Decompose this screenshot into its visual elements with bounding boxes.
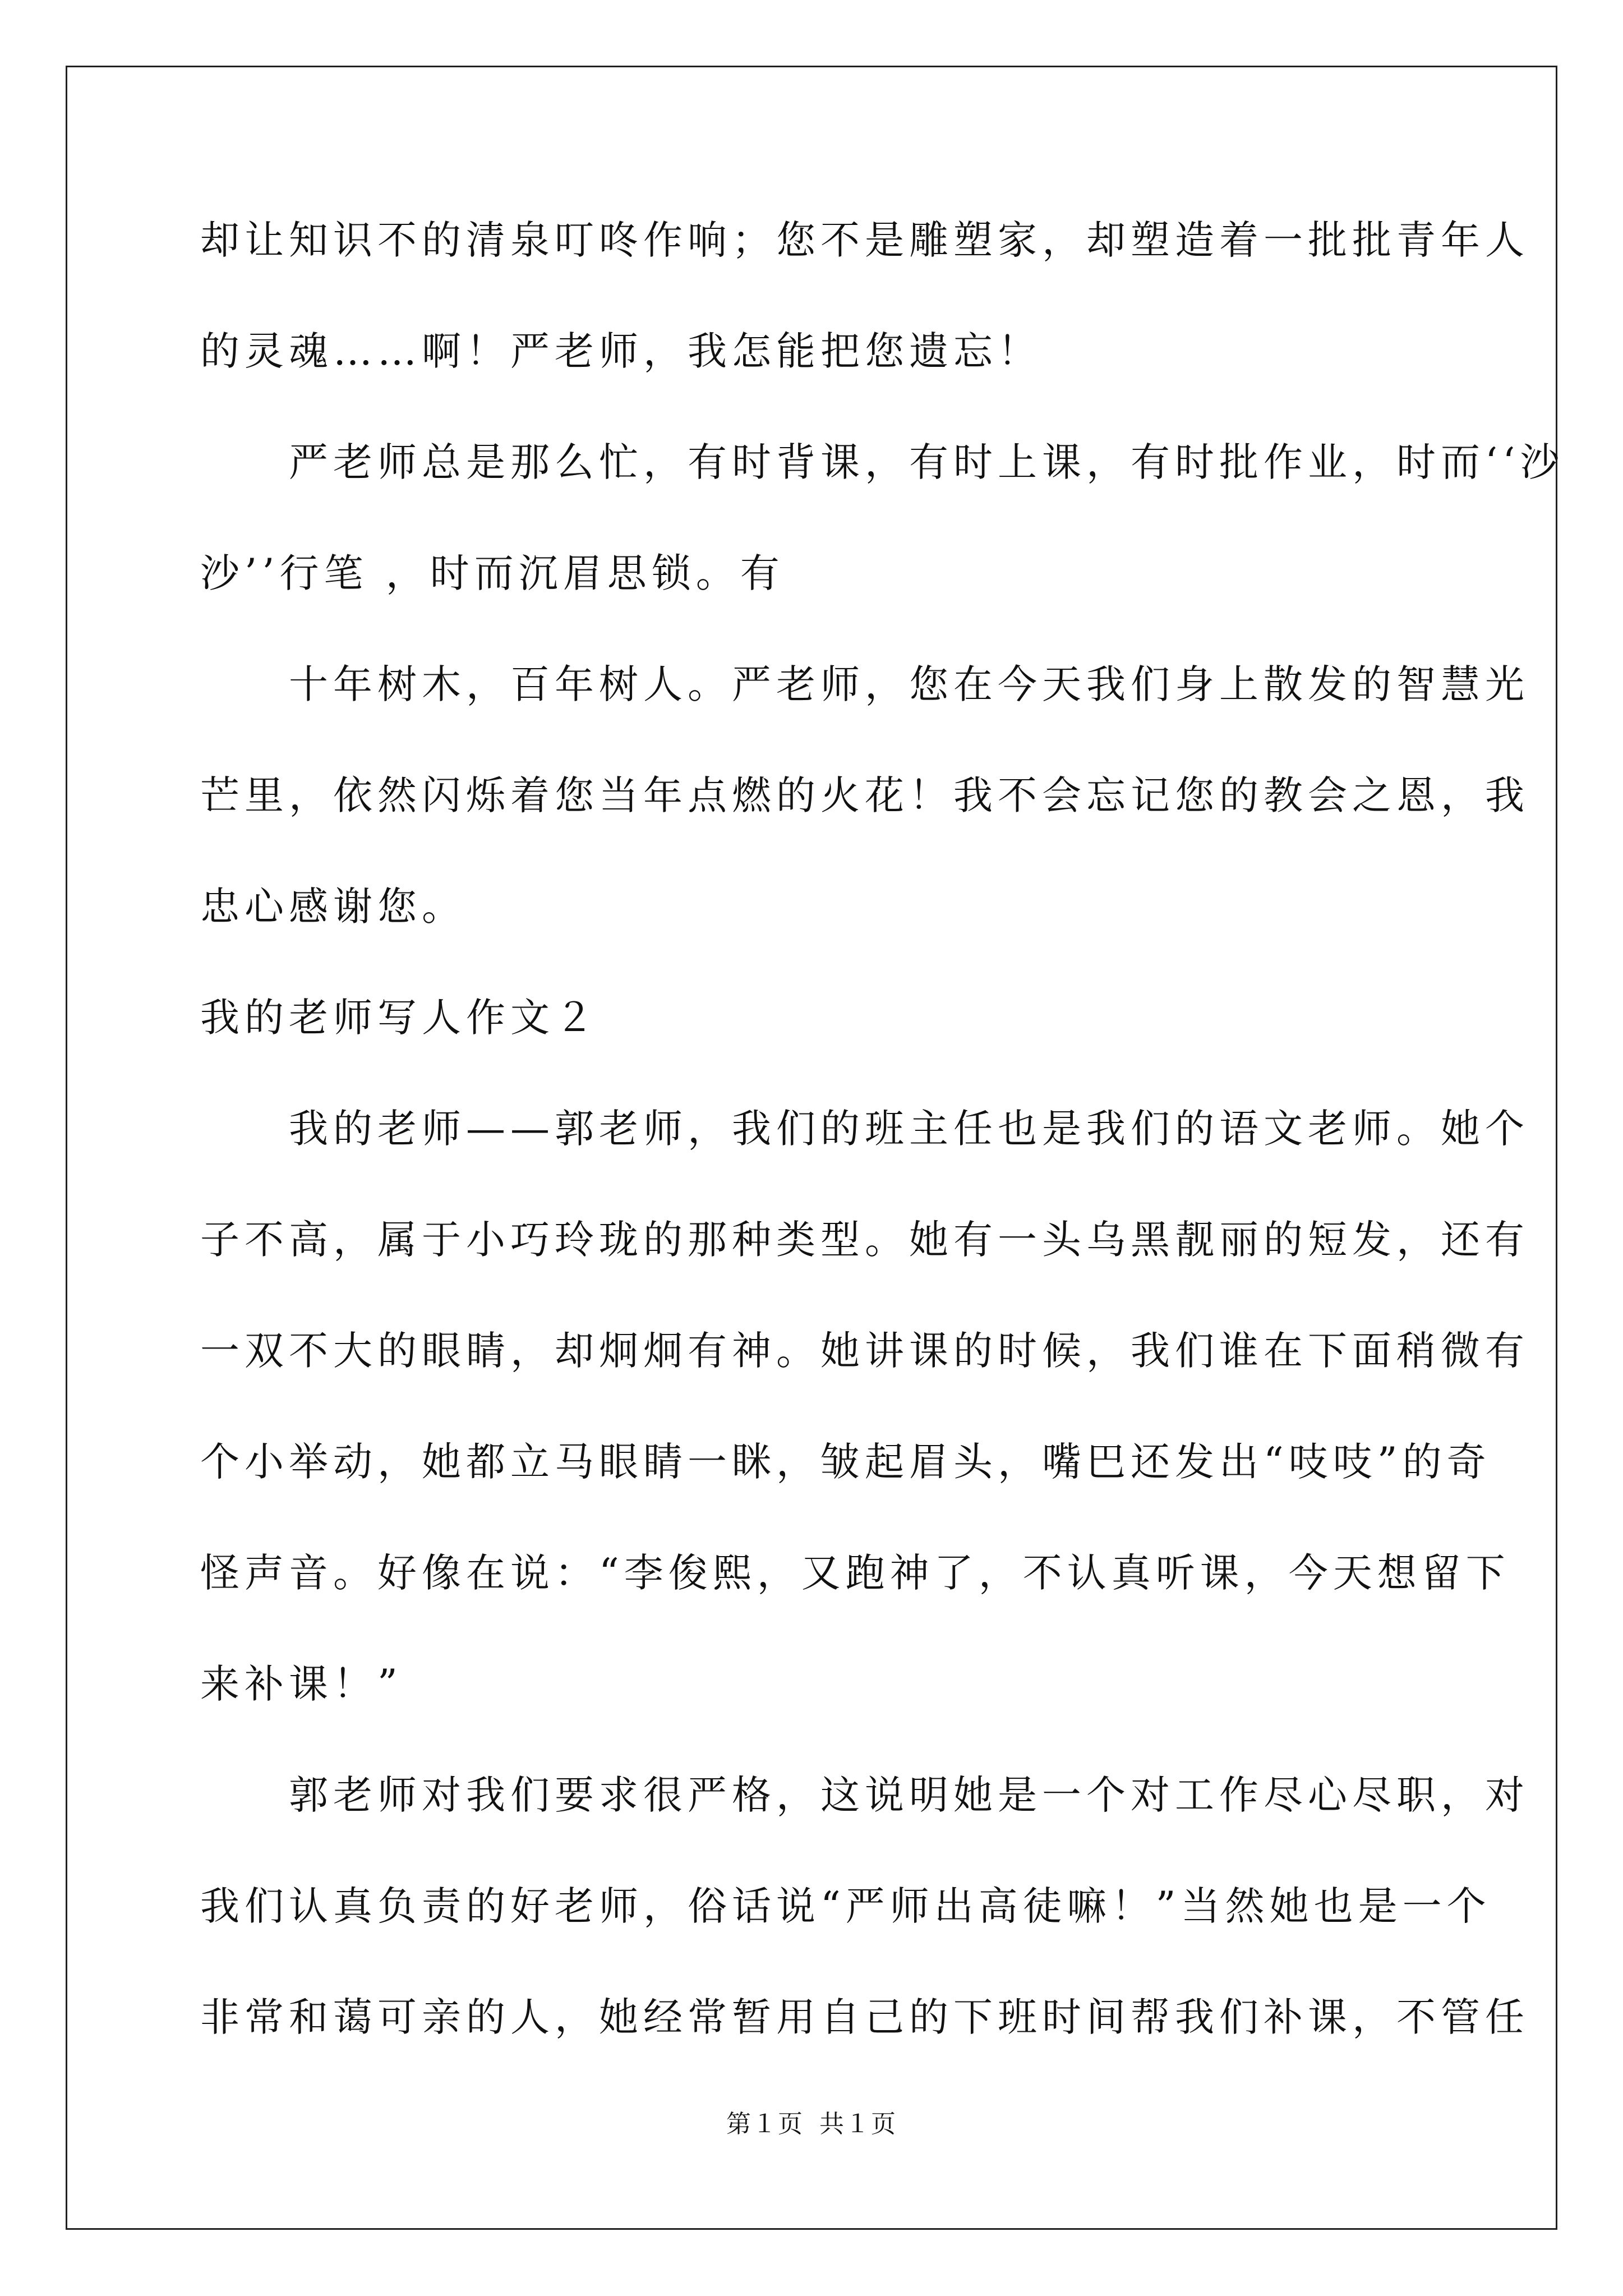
text-line: 郭老师对我们要求很严格，这说明她是一个对工作尽心尽职，对 (289, 1772, 1529, 1818)
text-line: 我们认真负责的好老师，俗话说“严师出高徒嘛！”当然她也是一个 (200, 1883, 1491, 1929)
text-line: 的灵魂……啊！严老师，我怎能把您遗忘！ (200, 328, 1042, 374)
section-heading: 我的老师写人作文２ (200, 995, 599, 1041)
document-body (200, 216, 1565, 2104)
text-line: 严老师总是那么忙，有时背课，有时上课，有时批作业，时而‘‘沙 (289, 439, 1565, 485)
page-number: 第１页 (726, 2110, 804, 2138)
text-line: 忠心感谢您。 (200, 884, 466, 930)
text-line: 一双不大的眼睛，却炯炯有神。她讲课的时候，我们谁在下面稍微有 (200, 1328, 1529, 1374)
text-line: 十年树木，百年树人。严老师，您在今天我们身上散发的智慧光 (289, 661, 1529, 707)
text-line: 子不高，属于小巧玲珑的那种类型。她有一头乌黑靓丽的短发，还有 (200, 1217, 1529, 1263)
text-line: 来补课！” (200, 1661, 403, 1707)
text-line: 却让知识不的清泉叮咚作响；您不是雕塑家，却塑造着一批批青年人 (200, 217, 1529, 263)
page-footer (0, 2104, 1623, 2139)
text-line: 芒里，依然闪烁着您当年点燃的火花！我不会忘记您的教会之恩，我 (200, 772, 1529, 818)
text-line: 个小举动，她都立马眼睛一眯，皱起眉头，嘴巴还发出“吱吱”的奇 (200, 1439, 1491, 1485)
page-total: 共１页 (819, 2110, 897, 2138)
text-line: 沙’’行笔 ，时而沉眉思锁。有 (200, 550, 785, 596)
text-line: 怪声音。好像在说：“李俊熙，又跑神了，不认真听课，今天想留下 (200, 1550, 1510, 1596)
text-line: 非常和蔼可亲的人，她经常暂用自己的下班时间帮我们补课，不管任 (200, 1994, 1529, 2040)
text-line: 我的老师——郭老师，我们的班主任也是我们的语文老师。她个 (289, 1106, 1529, 1152)
